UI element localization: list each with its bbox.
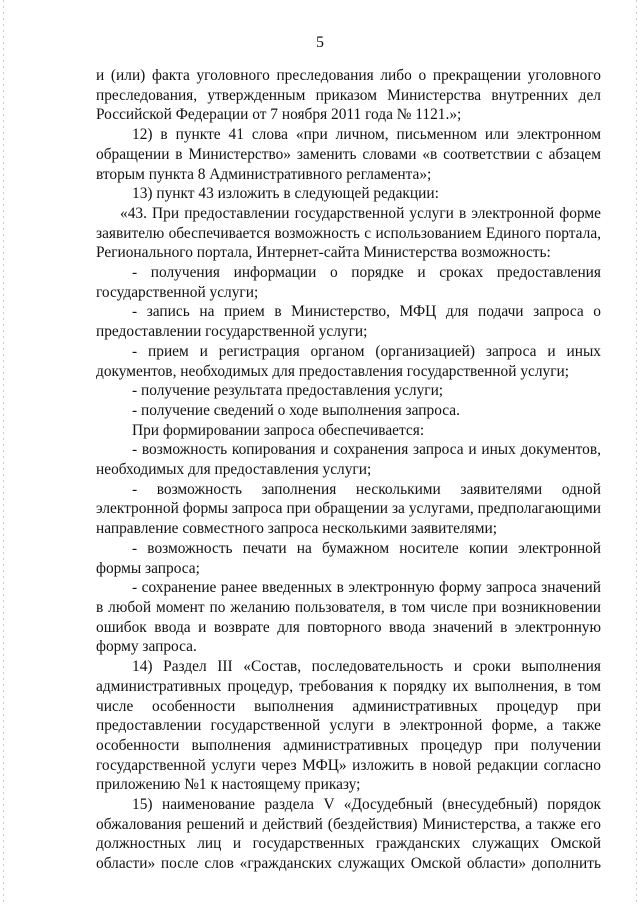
paragraph-continuation: и (или) факта уголовного преследования либо о прекращении уголовного преследования, утвержденным приказом Министерства внутренних дел Российской Федерации от 7 ноября 2011 года № 1121.»;: [96, 67, 601, 124]
paragraph-request-formation: При формировании запроса обеспечивается:: [132, 421, 425, 439]
list-item: - сохранение ранее введенных в электронную форму запроса значений в любой момент по желанию пользователя, в том числе при возникновении ошибок ввода и возврате для повторного ввода значений в электронную форму запроса.: [96, 579, 601, 656]
list-item: - возможность копирования и сохранения запроса и иных документов, необходимых для предоставления услуги;: [96, 441, 601, 479]
paragraph-item-13: 13) пункт 43 изложить в следующей редакции:: [132, 185, 439, 203]
paragraph-clause-43: «43. При предоставлении государственной услуги в электронной форме заявителю обеспечивается возможность с использованием Единого портала, Регионального портала, Интернет-сайта Министерства возможность:: [96, 204, 601, 262]
list-item: - получение сведений о ходе выполнения запроса.: [132, 401, 460, 419]
scan-edge-left: [3, 0, 4, 905]
scan-edge-right: [636, 0, 637, 905]
list-item: - прием и регистрация органом (организацией) запроса и иных документов, необходимых для предоставления государственной услуги;: [96, 342, 601, 380]
list-item: - получения информации о порядке и сроках предоставления государственной услуги;: [96, 264, 601, 301]
paragraph-item-15: 15) наименование раздела V «Досудебный (внесудебный) порядок обжалования решений и действий (бездействия) Министерства, а также его должностных лиц и государственных гражданских служащих Омской области» после слов «гражданских служащих Омской области» дополнить: [96, 796, 601, 873]
paragraph-item-14: 14) Раздел III «Состав, последовательность и сроки выполнения административных процедур, требования к порядку их выполнения, в том числе особенности выполнения административных процедур при предоставлении государственной услуги в электронной форме, а также особенности выполнения административных процедур при получении государственной услуги через МФЦ» изложить в новой редакции согласно приложению №1 к настоящему приказу;: [96, 658, 601, 794]
page-number: 5: [316, 34, 324, 51]
list-item: - запись на прием в Министерство, МФЦ для подачи запроса о предоставлении государственной услуги;: [96, 303, 601, 341]
list-item: - возможность печати на бумажном носителе копии электронной формы запроса;: [96, 539, 601, 577]
document-body: [96, 66, 601, 874]
list-item: - возможность заполнения несколькими заявителями одной электронной формы запроса при обращении за услугами, предполагающими направление совместного запроса несколькими заявителями;: [96, 480, 601, 538]
list-item: - получение результата предоставления услуги;: [132, 382, 444, 400]
paragraph-item-12: 12) в пункте 41 слова «при личном, письменном или электронном обращении в Министерство» заменить словами «в соответствии с абзацем вторым пункта 8 Административного регламента»;: [96, 126, 601, 183]
